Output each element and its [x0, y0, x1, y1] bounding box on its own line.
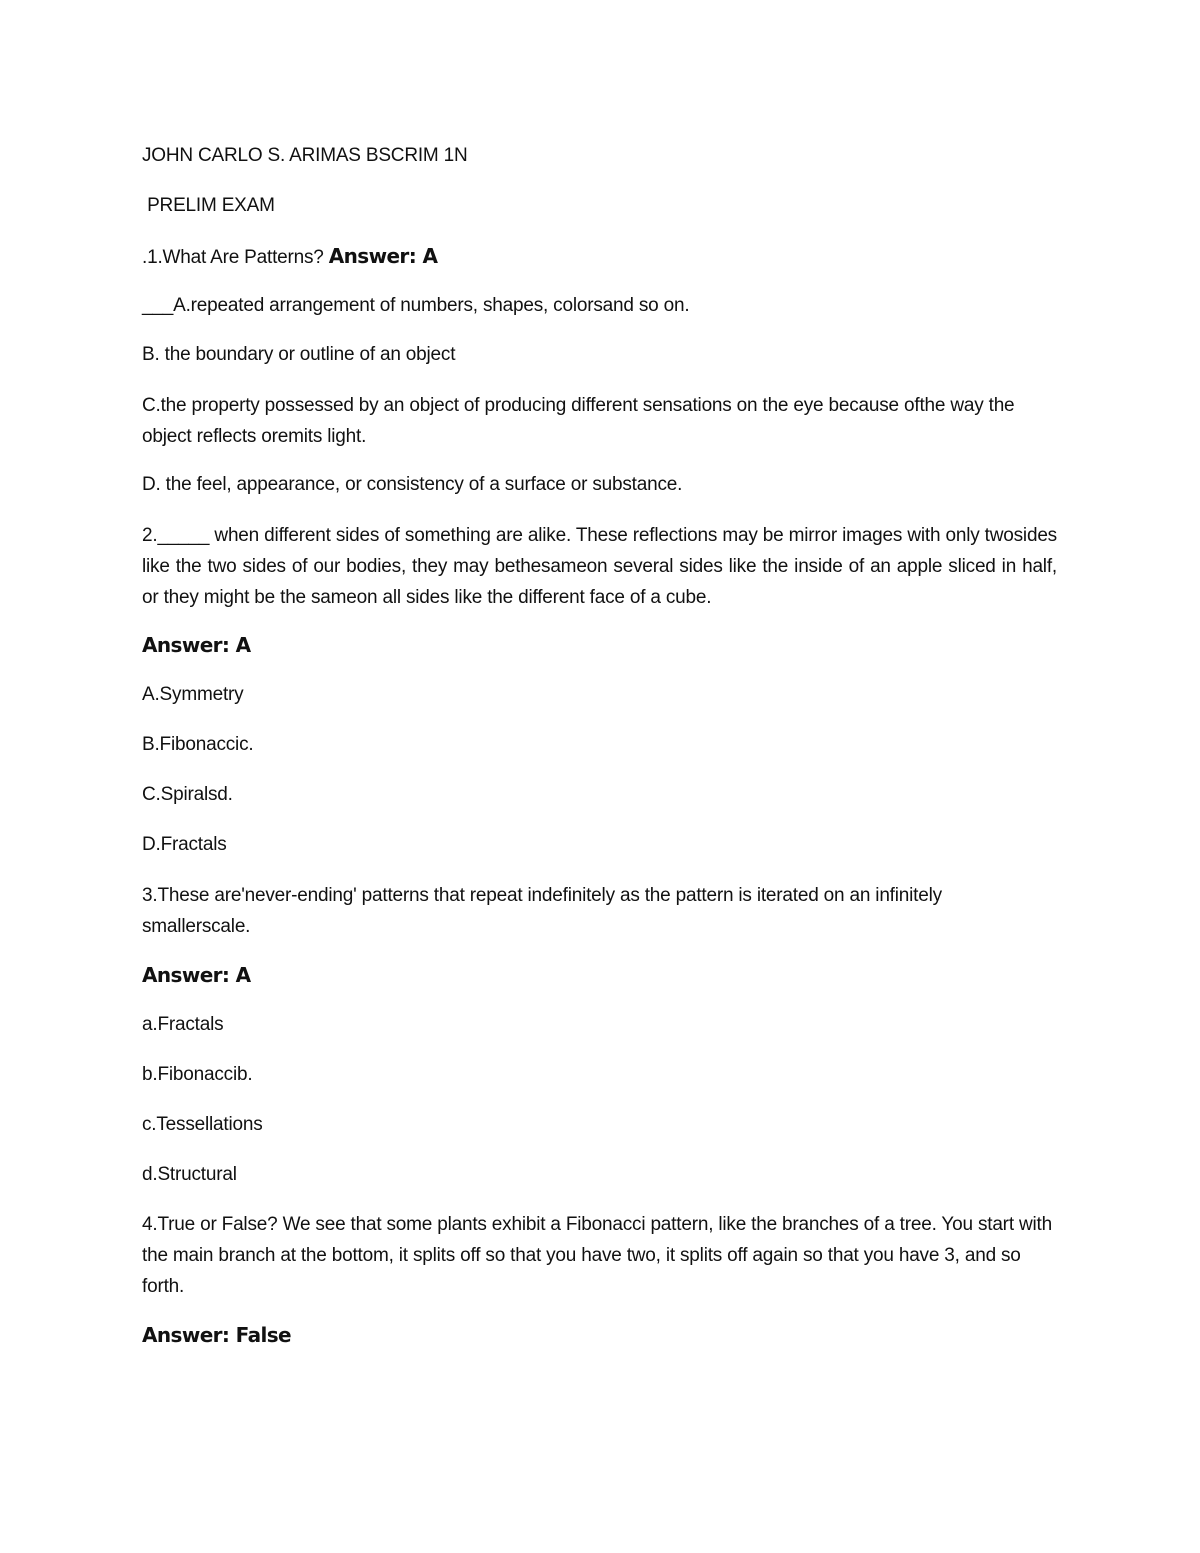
question-3-option-b: b.Fibonaccib.	[142, 1064, 253, 1085]
question-3-answer: Answer: A	[142, 963, 251, 987]
question-1-option-a: ___A.repeated arrangement of numbers, shapes, colorsand so on.	[142, 295, 690, 316]
question-3-prompt: 3.These are'never-ending' patterns that repeat indefinitely as the pattern is iterated on an infinitely smallerscale.	[142, 885, 942, 937]
question-1-option-c: C.the property possessed by an object of producing different sensations on the eye because ofthe way the object reflects oremits light.	[142, 395, 1015, 447]
question-2-option-a: A.Symmetry	[142, 684, 244, 705]
question-2-option-b: B.Fibonaccic.	[142, 734, 254, 755]
question-1-prompt: .1.What Are Patterns?	[142, 247, 329, 268]
student-name-line: JOHN CARLO S. ARIMAS BSCRIM 1N	[142, 145, 468, 166]
question-4-answer: Answer: False	[142, 1323, 291, 1347]
question-2-prompt: 2._____ when different sides of something are alike. These reflections may be mirror images with only twosides like the two sides of our bodies, they may bethesameon several sides like the inside of an apple sliced in half, or they might be the sameon all sides like the different face of a cube.	[142, 525, 1057, 608]
question-1	[142, 241, 437, 273]
question-1-option-b: B. the boundary or outline of an object	[142, 344, 456, 365]
question-1-answer: Answer: A	[328, 244, 438, 268]
question-4-prompt: 4.True or False? We see that some plants exhibit a Fibonacci pattern, like the branches of a tree. You start with the main branch at the bottom, it splits off so that you have two, it splits off again so that you have 3, and so forth.	[142, 1214, 1052, 1297]
question-2-option-c: C.Spiralsd.	[142, 784, 233, 805]
question-2-option-d: D.Fractals	[142, 834, 227, 855]
question-1-option-d: D. the feel, appearance, or consistency of a surface or substance.	[142, 474, 683, 495]
question-2-answer: Answer: A	[142, 633, 251, 657]
exam-title: PRELIM EXAM	[142, 195, 275, 216]
question-3-option-a: a.Fractals	[142, 1014, 224, 1035]
question-3-option-c: c.Tessellations	[142, 1114, 263, 1135]
question-3-option-d: d.Structural	[142, 1164, 237, 1185]
